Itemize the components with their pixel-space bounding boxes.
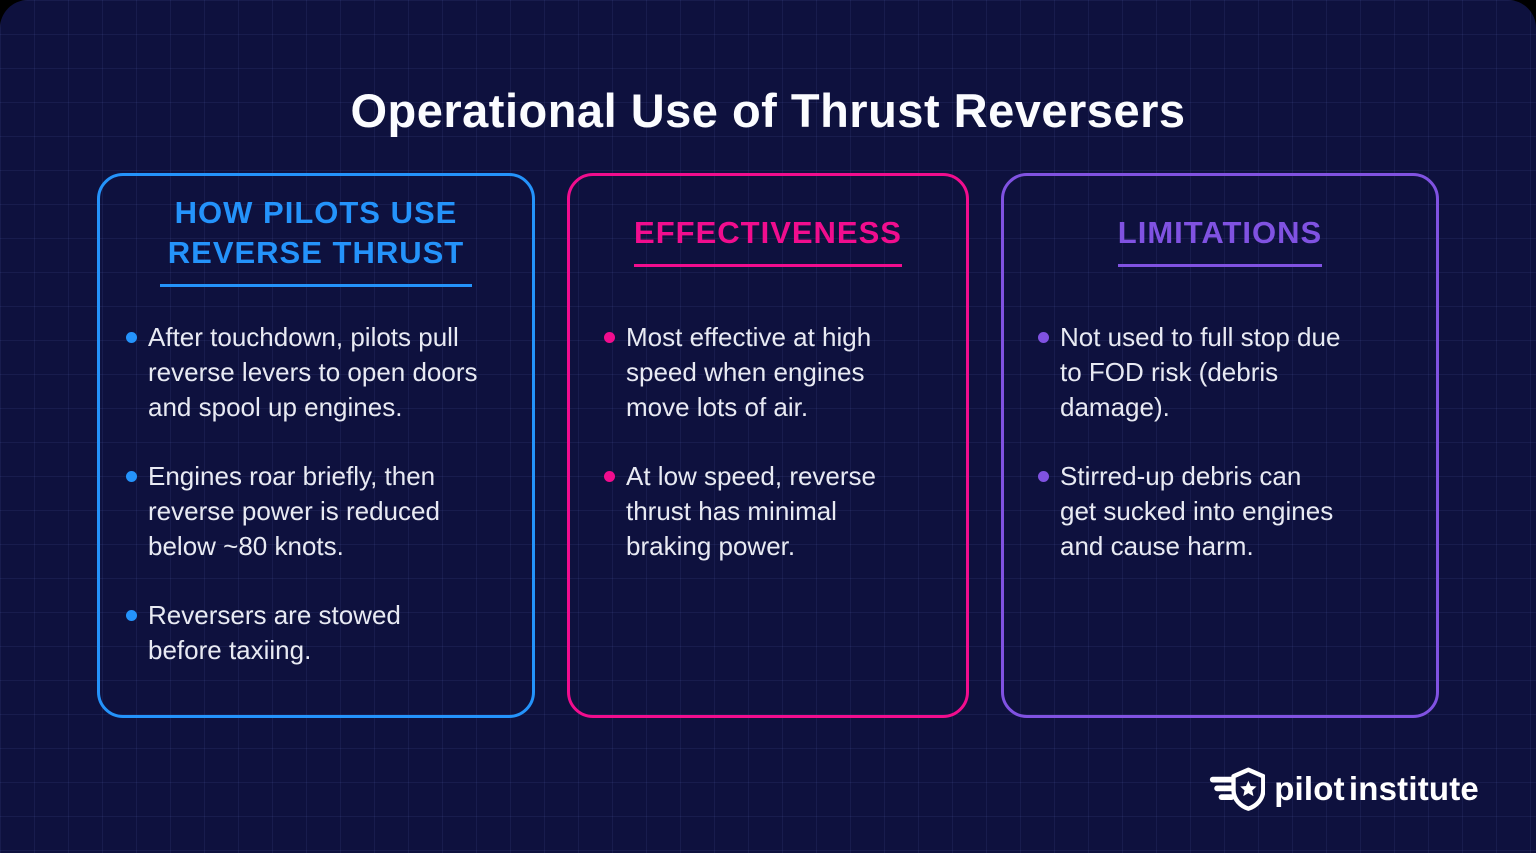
logo-text-pilot: pilot — [1274, 770, 1345, 807]
bullet-text: At low speed, reverse thrust has minimal braking power. — [626, 461, 877, 561]
bullet-dot — [126, 471, 137, 482]
bullet-dot — [1038, 332, 1049, 343]
bullet-item — [126, 320, 532, 425]
bullet-dot — [604, 332, 615, 343]
bullet-item — [604, 459, 966, 564]
bullet-item — [126, 459, 532, 564]
bullet-text: Stirred-up debris can get sucked into engines and cause harm. — [1060, 461, 1334, 561]
bullet-item — [1038, 459, 1436, 564]
pilot-institute-logo — [1209, 767, 1479, 811]
bullet-list — [1004, 320, 1436, 564]
bullet-text: Not used to full stop due to FOD risk (debris damage). — [1060, 322, 1341, 422]
card-heading: HOW PILOTS USE REVERSE THRUST — [160, 193, 472, 287]
card-effectiveness — [567, 173, 969, 718]
bullet-text: Engines roar briefly, then reverse power is reduced below ~80 knots. — [148, 461, 440, 561]
bullet-list — [570, 320, 966, 564]
card-heading-container — [1004, 176, 1436, 304]
card-heading-container — [570, 176, 966, 304]
card-heading: EFFECTIVENESS — [634, 213, 902, 267]
card-how-pilots-use-reverse-thrust — [97, 173, 535, 718]
card-heading-container — [100, 176, 532, 304]
bullet-dot — [1038, 471, 1049, 482]
winged-shield-star-icon — [1209, 767, 1265, 811]
page-title: Operational Use of Thrust Reversers — [350, 84, 1186, 138]
bullet-text: Reversers are stowed before taxiing. — [148, 600, 401, 665]
bullet-text: Most effective at high speed when engines move lots of air. — [626, 322, 872, 422]
bullet-list — [100, 320, 532, 668]
cards-row — [97, 173, 1439, 718]
bullet-dot — [604, 471, 615, 482]
card-limitations — [1001, 173, 1439, 718]
bullet-item — [604, 320, 966, 425]
logo-text-institute: institute — [1348, 770, 1479, 807]
bullet-dot — [126, 610, 137, 621]
card-heading: LIMITATIONS — [1118, 213, 1322, 267]
bullet-item — [126, 598, 532, 668]
bullet-dot — [126, 332, 137, 343]
logo-wordmark — [1274, 770, 1479, 808]
bullet-text: After touchdown, pilots pull reverse levers to open doors and spool up engines. — [148, 322, 478, 422]
bullet-item — [1038, 320, 1436, 425]
